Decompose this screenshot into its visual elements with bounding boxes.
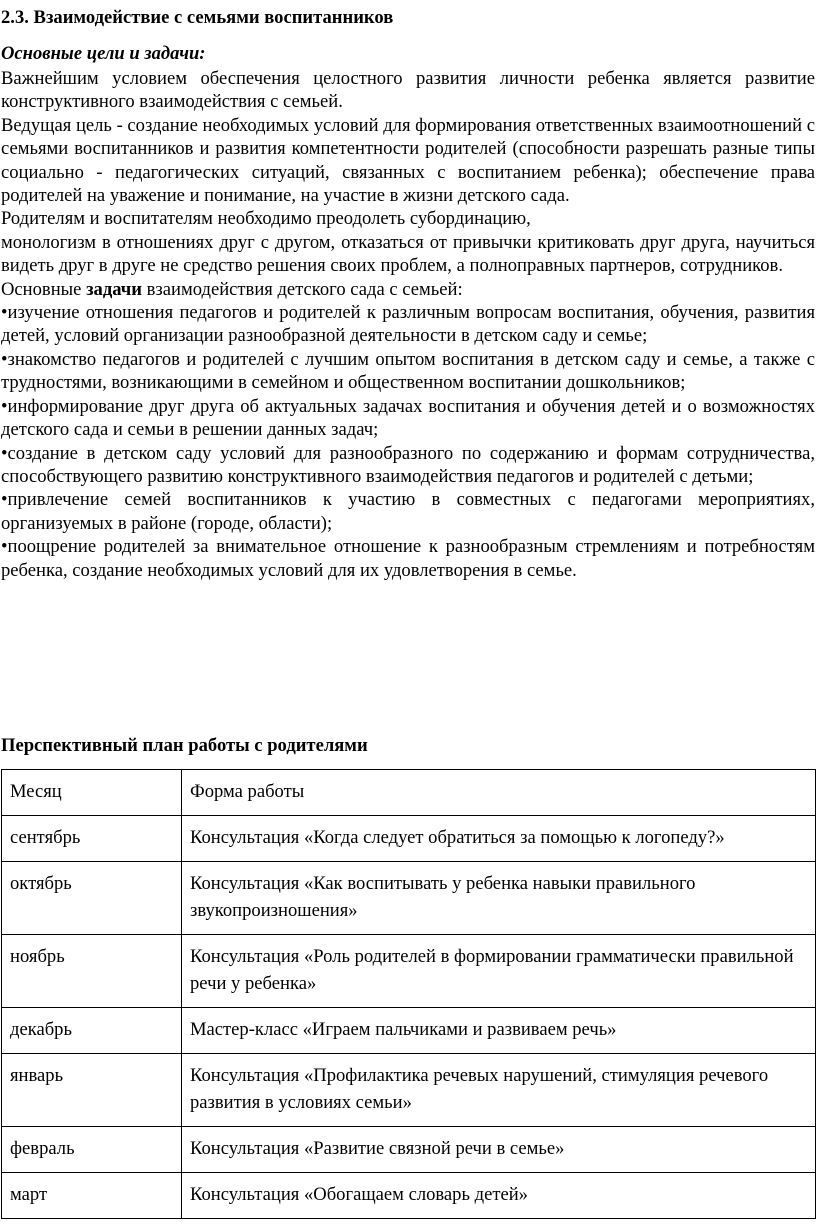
header-form: Форма работы xyxy=(182,770,816,816)
month-cell: сентябрь xyxy=(2,816,182,862)
table-row xyxy=(2,1127,816,1173)
plan-title: Перспективный план работы с родителями xyxy=(1,735,368,756)
month-cell: февраль xyxy=(2,1127,182,1173)
bullet-item: •поощрение родителей за внимательное отношение к разнообразным стремлениям и потребностям ребенка, создание необходимых условий для их удовлетворения в семье. xyxy=(1,536,815,581)
form-cell: Консультация «Обогащаем словарь детей» xyxy=(182,1173,816,1219)
paragraph-subordination: Родителям и воспитателям необходимо преодолеть субординацию, xyxy=(1,208,531,230)
month-cell: октябрь xyxy=(2,862,182,935)
form-cell: Консультация «Когда следует обратиться за помощью к логопеду?» xyxy=(182,816,816,862)
header-month: Месяц xyxy=(2,770,182,816)
paragraph-monologism: монологизм в отношениях друг с другом, отказаться от привычки критиковать друг друга, научиться видеть друг в друге не средство решения своих проблем, а полноправных партнеров, сотрудников. xyxy=(1,231,815,277)
tasks-intro-post: взаимодействия детского сада с семьей: xyxy=(142,278,463,300)
table-row xyxy=(2,1173,816,1219)
month-cell: ноябрь xyxy=(2,935,182,1008)
bullet-item: •изучение отношения педагогов и родителей к различным вопросам воспитания, обучения, развития детей, условий организации разнообразной деятельности в детском саду и семье; xyxy=(1,302,815,347)
bullet-item: •знакомство педагогов и родителей с лучшим опытом воспитания в детском саду и семье, а также с трудностями, возникающими в семейном и общественном воспитании дошкольников; xyxy=(1,348,815,394)
form-cell: Консультация «Профилактика речевых нарушений, стимуляция речевого развития в условиях семьи» xyxy=(182,1054,816,1127)
table-row xyxy=(2,862,816,935)
table-row xyxy=(2,1054,816,1127)
form-cell: Консультация «Развитие связной речи в семье» xyxy=(182,1127,816,1173)
bullet-item: •информирование друг друга об актуальных задачах воспитания и обучения детей и о возможностях детского сада и семьи в решении данных задач; xyxy=(1,395,815,441)
month-cell: январь xyxy=(2,1054,182,1127)
bullet-item: •создание в детском саду условий для разнообразного по содержанию и формам сотрудничества, способствующего развитию конструктивного взаимодействия педагогов и родителей с детьми; xyxy=(1,442,815,487)
tasks-intro-bold: задачи xyxy=(86,278,142,300)
tasks-intro xyxy=(1,278,815,301)
form-cell: Консультация «Как воспитывать у ребенка навыки правильного звукопроизношения» xyxy=(182,862,816,935)
goals-heading: Основные цели и задачи: xyxy=(1,43,206,64)
paragraph-main-goal: Ведущая цель - создание необходимых условий для формирования ответственных взаимоотношений с семьями воспитанников и развития компетентности родителей (способности разрешать разные типы социально - педагогических ситуаций, связанных с воспитанием ребенка); обеспечение права родителей на уважение и понимание, на участие в жизни детского сада. xyxy=(1,114,815,207)
section-title: 2.3. Взаимодействие с семьями воспитанников xyxy=(1,7,394,28)
table-row xyxy=(2,935,816,1008)
plan-table xyxy=(1,769,816,1219)
bullet-item: •привлечение семей воспитанников к участию в совместных с педагогами мероприятиях, организуемых в районе (городе, области); xyxy=(1,489,815,534)
month-cell: декабрь xyxy=(2,1008,182,1054)
tasks-intro-pre: Основные xyxy=(1,278,87,300)
table-header-row xyxy=(2,770,816,816)
form-cell: Мастер-класс «Играем пальчиками и развиваем речь» xyxy=(182,1008,816,1054)
table-row xyxy=(2,816,816,862)
form-cell: Консультация «Роль родителей в формировании грамматически правильной речи у ребенка» xyxy=(182,935,816,1008)
paragraph-importance: Важнейшим условием обеспечения целостного развития личности ребенка является развитие конструктивного взаимодействия с семьей. xyxy=(1,68,815,113)
month-cell: март xyxy=(2,1173,182,1219)
body-text xyxy=(1,67,815,582)
table-row xyxy=(2,1008,816,1054)
